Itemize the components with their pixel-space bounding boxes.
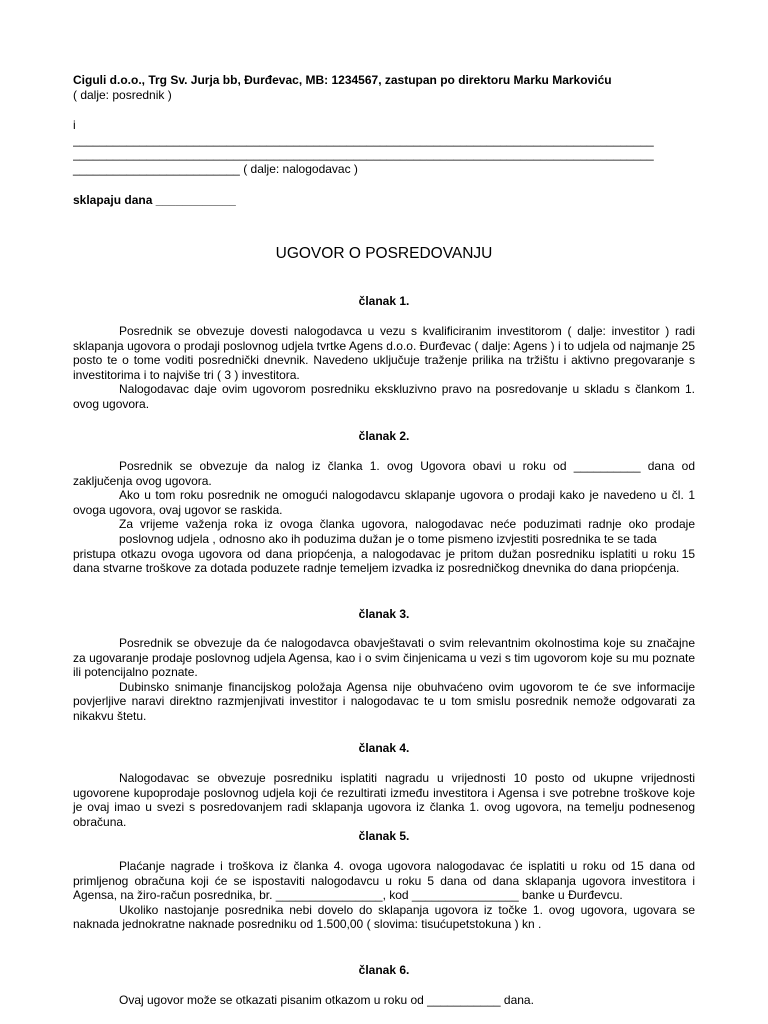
and-text: i xyxy=(73,118,76,132)
article-2-tail: pristupa otkazu ovoga ugovora od dana priopćenja, a nalogodavac je pritom dužan posredniku isplatiti u roku 15 dana stvarne troškove za dotada poduzete radnje temeljem izvadka iz posredničkog dnevnika do dana priopćenja. xyxy=(73,546,695,576)
document-title: UGOVOR O POSREDOVANJU xyxy=(275,245,493,262)
article-6-body xyxy=(73,993,695,1008)
blank-line-3: _________________________ xyxy=(73,161,240,176)
article-4-heading: članak 4. xyxy=(358,741,410,755)
article-1-paragraph-2: Nalogodavac daje ovim ugovorom posredniku ekskluzivno pravo na posredovanje u skladu s člankom 1. ovog ugovora. xyxy=(73,382,695,411)
party1-text: Ciguli d.o.o., Trg Sv. Jurja bb, Đurđevac, MB: 1234567, zastupan po direktoru Marku Markoviću xyxy=(73,73,612,87)
blank-line-1: _______________________________________________________________________________________ xyxy=(73,132,654,147)
article-5-body xyxy=(73,859,695,932)
party2-block xyxy=(73,118,695,176)
article-1-heading: članak 1. xyxy=(358,294,410,308)
article-2-heading: članak 2. xyxy=(358,429,410,443)
party2-line xyxy=(73,162,695,177)
article-5-heading: članak 5. xyxy=(358,829,410,843)
article-3-paragraph-1: Posrednik se obvezuje da će nalogodavca obavještavati o svim relevantnim okolnostima koje su značajne za ugovaranje prodaje poslovnog udjela Agensa, kao i o svim činjenicama u vezi s tim ugovorom koje su mu poznate ili potencijalno poznate. xyxy=(73,636,695,680)
article-3-paragraph-2: Dubinsko snimanje financijskog položaja Agensa nije obuhvaćeno ovim ugovorom te će sve informacije povjerljive naravi direktno razmjenjivati investitor i nalogodavac te u tom smislu posrednik nemože odgovarati za nikakvu štetu. xyxy=(73,679,695,723)
signing-date: sklapaju dana ____________ xyxy=(73,193,236,207)
blank-line-2: _______________________________________________________________________________________ xyxy=(73,147,654,162)
article-2-body xyxy=(73,459,695,576)
article-4-paragraph-1: Nalogodavac se obvezuje posredniku isplatiti nagradu u vrijednosti 10 posto od ukupne vrijednosti ugovorene kupoprodaje poslovnog udjela koji će rezultirati između investitora i Agensa i sve potrebne troškove koje je ovaj imao u svezi s posredovanjem radi sklapanja ugovora iz članka 1. ovog ugovora, na temelju podnesenog obračuna. xyxy=(73,771,695,829)
parties-header xyxy=(73,73,695,102)
article-4-body xyxy=(73,771,695,829)
article-2-paragraph-2: Ako u tom roku posrednik ne omogući nalogodavcu sklapanje ugovora o prodaji kako je navedeno u čl. 1 ovoga ugovora, ovaj ugovor se raskida. xyxy=(73,488,695,517)
article-2-paragraph-1: Posrednik se obvezuje da nalog iz članka 1. ovog Ugovora obavi u roku od __________ dana od zaključenja ovog ugovora. xyxy=(73,459,695,488)
article-1-paragraph-1: Posrednik se obvezuje dovesti nalogodavca u vezu s kvalificiranim investitorom ( dalje: investitor ) radi sklapanja ugovora o prodaji poslovnog udjela tvrtke Agens d.o.o. Đurđevac ( dalje: Agens ) i to udjela od najmanje 25 posto te o tome voditi posrednički dnevnik. Navedeno uključuje traženje prilika na tržištu i aktivno pregovaranje s investitorima i to najviše tri ( 3 ) investitora. xyxy=(73,324,695,382)
article-2-indented: Za vrijeme važenja roka iz ovoga članka ugovora, nalogodavac neće poduzimati radnje oko prodaje poslovnog udjela , odnosno ako ih poduzima dužan je o tome pismeno izvjestiti posrednika te se tada xyxy=(119,517,695,546)
article-3-body xyxy=(73,636,695,724)
party2-alias: ( dalje: nalogodavac ) xyxy=(239,161,358,176)
article-5-paragraph-1: Plaćanje nagrade i troškova iz članka 4. ovoga ugovora nalogodavac će isplatiti u roku od 15 dana od primljenog obračuna koji će se ispostaviti nalogodavcu u roku 5 dana od dana sklapanja ugovora investitora i Agensa, na žiro-račun posrednika, br. ________________, kod ________________ banke u Đurđevcu. xyxy=(73,859,695,903)
article-3-heading: članak 3. xyxy=(358,607,410,621)
article-6-heading: članak 6. xyxy=(358,963,410,977)
article-5-paragraph-2: Ukoliko nastojanje posrednika nebi dovelo do sklapanja ugovora iz točke 1. ovog ugovora, ugovara se naknada jednokratne naknade posredniku od 1.500,00 ( slovima: tisućupetstokuna ) kn . xyxy=(73,902,695,932)
article-6-paragraph-1: Ovaj ugovor može se otkazati pisanim otkazom u roku od ___________ dana. xyxy=(119,993,534,1007)
article-1-body xyxy=(73,324,695,412)
party1-alias: ( dalje: posrednik ) xyxy=(73,87,172,102)
